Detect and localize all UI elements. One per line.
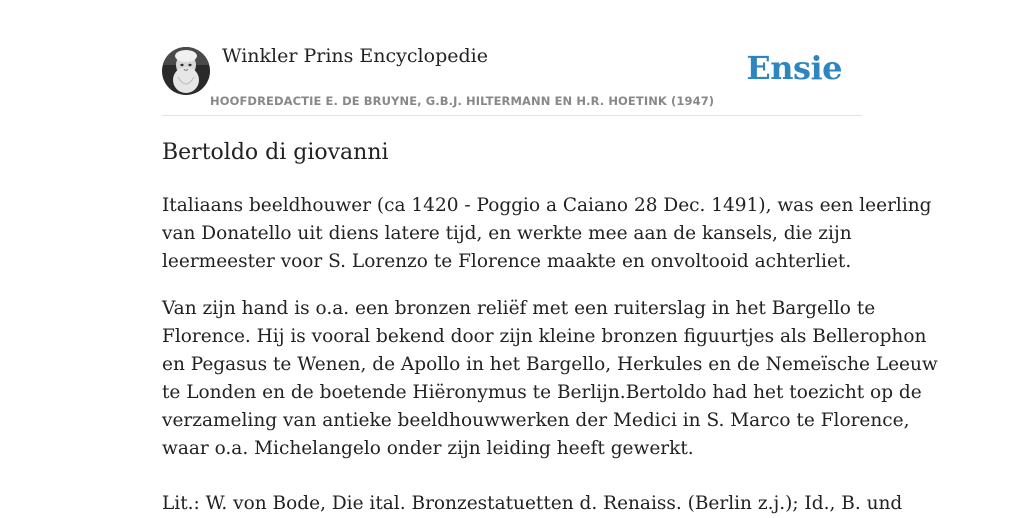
paragraph-line: en Pegasus te Wenen, de Apollo in het Bargello, Herkules en de Nemeïsche Leeuw [162,354,938,375]
page [162,0,938,514]
paragraph-line: te Londen en de boetende Hiëronymus te Berlijn.Bertoldo had het toezicht op de [162,382,922,403]
paragraph-line: van Donatello uit diens latere tijd, en werkte mee aan de kansels, die zijn [162,223,852,244]
paragraph-line: Florence. Hij is vooral bekend door zijn kleine bronzen figuurtjes als Bellerophon [162,326,927,347]
article-title: Bertoldo di giovanni [162,140,389,165]
publication-title[interactable]: Winkler Prins Encyclopedie [222,45,488,67]
paragraph-line: Van zijn hand is o.a. een bronzen reliëf met een ruiterslag in het Bargello te [162,298,876,319]
publication-editors: HOOFDREDACTIE E. DE BRUYNE, G.B.J. HILTERMANN EN H.R. HOETINK (1947) [210,94,715,108]
article-literature [162,490,903,518]
paragraph-line: Italiaans beeldhouwer (ca 1420 - Poggio a Caiano 28 Dec. 1491), was een leerling [162,195,932,216]
article-paragraph-2 [162,295,938,463]
paragraph-line: Lit.: W. von Bode, Die ital. Bronzestatuetten d. Renaiss. (Berlin z.j.); Id., B. und [162,493,903,514]
paragraph-line: verzameling van antieke beeldhouwwerken der Medici in S. Marco te Florence, [162,410,910,431]
paragraph-line: waar o.a. Michelangelo onder zijn leiding heeft gewerkt. [162,438,694,459]
publication-avatar-icon[interactable] [162,47,210,95]
article-paragraph-1 [162,192,932,276]
ensie-logo-link[interactable]: Ensie [746,49,842,87]
publication-header [162,0,862,116]
paragraph-line: leermeester voor S. Lorenzo te Florence maakte en onvoltooid achterliet. [162,251,852,272]
